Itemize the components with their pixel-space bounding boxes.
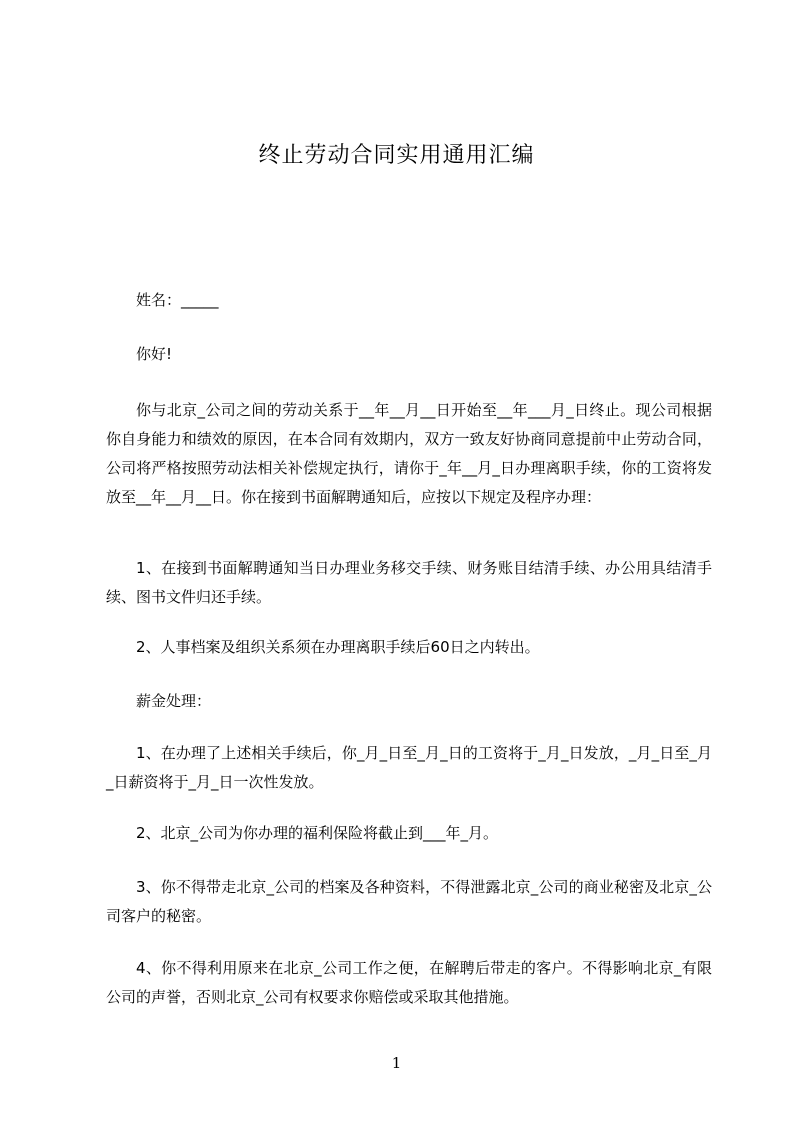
paragraph-greeting: 你好! bbox=[136, 345, 173, 363]
paragraph-item-1: 1、在接到书面解聘通知当日办理业务移交手续、财务账目结清手续、办公用具结清手续、图书文件归还手续。 bbox=[106, 559, 712, 606]
page-number: 1 bbox=[391, 1054, 402, 1072]
paragraph-salary-item-1: 1、在办理了上述相关手续后，你_月_日至_月_日的工资将于_月_日发放，_月_日至_月_日薪资将于_月_日一次性发放。 bbox=[106, 744, 712, 791]
document-title: 终止劳动合同实用通用汇编 bbox=[258, 143, 535, 168]
paragraph-salary-item-4: 4、你不得利用原来在北京_公司工作之便，在解聘后带走的客户。不得影响北京_有限公司的声誉，否则北京_公司有权要求你赔偿或采取其他措施。 bbox=[106, 959, 712, 1006]
paragraph-intro: 你与北京_公司之间的劳动关系于__年__月__日开始至__年___月_日终止。现公司根据你自身能力和绩效的原因，在本合同有效期内，双方一致友好协商同意提前中止劳动合同，公司将严格按照劳动法相关补偿规定执行，请你于_年__月_日办理离职手续，你的工资将发放至__年__月__日。你在接到书面解聘通知后，应按以下规定及程序办理： bbox=[106, 401, 712, 506]
paragraph-salary-item-2: 2、北京_公司为你办理的福利保险将截止到___年_月。 bbox=[136, 824, 499, 842]
paragraph-item-2: 2、人事档案及组织关系须在办理离职手续后60日之内转出。 bbox=[136, 638, 540, 656]
paragraph-salary-heading: 薪金处理： bbox=[136, 692, 212, 710]
paragraph-salary-item-3: 3、你不得带走北京_公司的档案及各种资料，不得泄露北京_公司的商业秘密及北京_公司客户的秘密。 bbox=[106, 878, 712, 925]
paragraph-name-field: 姓名：_____ bbox=[136, 291, 219, 309]
